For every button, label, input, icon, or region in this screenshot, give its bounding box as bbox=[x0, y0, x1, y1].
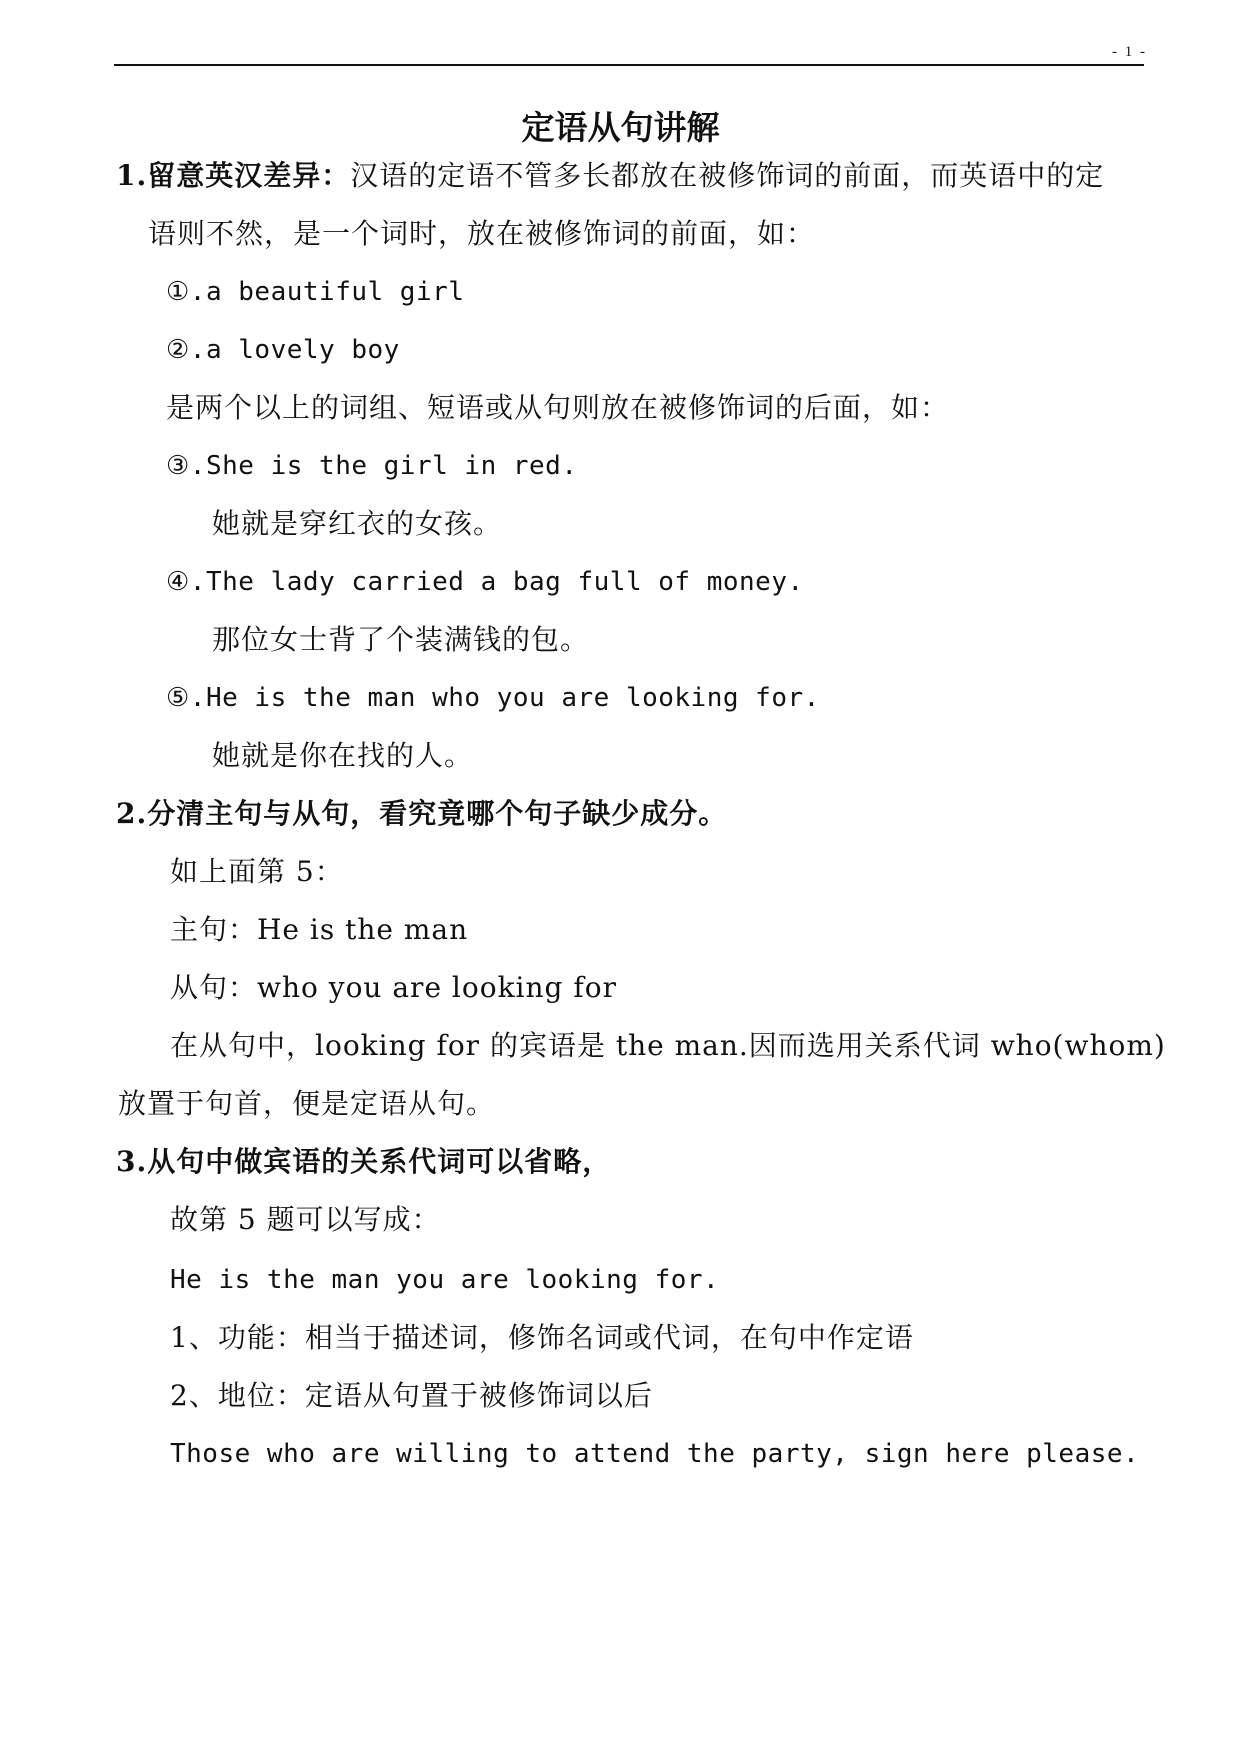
header-rule bbox=[114, 64, 1144, 66]
example-2: ②.a lovely boy bbox=[166, 335, 400, 365]
page-title: 定语从句讲解 bbox=[521, 108, 720, 147]
example-5-translation: 她就是你在找的人。 bbox=[212, 739, 474, 772]
example-5: ⑤.He is the man who you are looking for. bbox=[166, 683, 820, 713]
section2-sub-clause: 从句：who you are looking for bbox=[170, 971, 617, 1004]
section1-heading: 1.留意英汉差异： bbox=[116, 159, 351, 192]
section2-line-1: 如上面第 5： bbox=[170, 855, 344, 888]
section1-note: 是两个以上的词组、短语或从句则放在被修饰词的后面，如： bbox=[166, 391, 950, 424]
example-1: ①.a beautiful girl bbox=[166, 277, 465, 307]
example-4: ④.The lady carried a bag full of money. bbox=[166, 567, 804, 597]
section3-function: 1、功能：相当于描述词，修饰名词或代词，在句中作定语 bbox=[170, 1321, 914, 1354]
section1-intro-continued: 语则不然，是一个词时，放在被修饰词的前面，如： bbox=[148, 217, 816, 250]
section1-intro-text: 汉语的定语不管多长都放在被修饰词的前面，而英语中的定 bbox=[350, 159, 1105, 192]
section3-heading: 3.从句中做宾语的关系代词可以省略， bbox=[116, 1145, 612, 1178]
example-3-translation: 她就是穿红衣的女孩。 bbox=[212, 507, 503, 540]
section2-main-clause: 主句：He is the man bbox=[170, 913, 469, 946]
section2-explanation-continued: 放置于句首，便是定语从句。 bbox=[118, 1087, 496, 1120]
section3-example-2: Those who are willing to attend the party, sign here please. bbox=[170, 1439, 1140, 1469]
section3-line-1: 故第 5 题可以写成： bbox=[170, 1203, 441, 1236]
section3-position: 2、地位：定语从句置于被修饰词以后 bbox=[170, 1379, 653, 1412]
example-3: ③.She is the girl in red. bbox=[166, 451, 578, 481]
section2-explanation: 在从句中，looking for 的宾语是 the man.因而选用关系代词 who(whom) bbox=[170, 1029, 1166, 1062]
section3-example: He is the man you are looking for. bbox=[170, 1265, 720, 1295]
example-4-translation: 那位女士背了个装满钱的包。 bbox=[212, 623, 590, 656]
page-number: - 1 - bbox=[1112, 44, 1147, 60]
section1-intro-line bbox=[116, 158, 1104, 194]
section2-heading: 2.分清主句与从句，看究竟哪个句子缺少成分。 bbox=[116, 797, 728, 830]
